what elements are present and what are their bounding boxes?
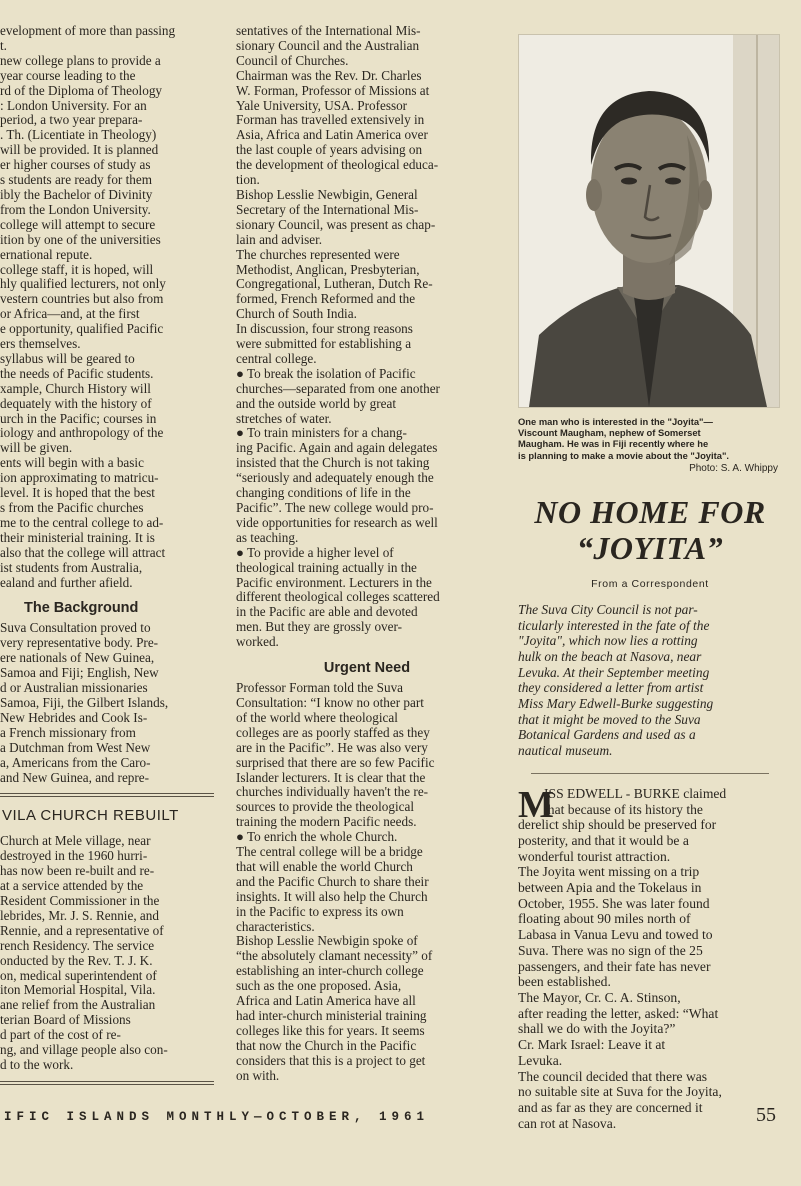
text-line: New Hebrides and Cook Is- <box>0 709 148 725</box>
text-line: the development of theological educa- <box>236 157 439 173</box>
text-line: Suva Consultation proved to <box>0 620 151 636</box>
text-line: Forman has travelled extensively in <box>236 112 425 128</box>
text-line: colleges like this for years. It seems <box>236 1022 425 1038</box>
text-line: are in the Pacific”. He was also very <box>236 739 428 755</box>
text-line: on, medical superintendent of <box>0 967 157 983</box>
text-line: evelopment of more than passing <box>0 23 176 38</box>
text-line: year course leading to the <box>0 67 136 83</box>
headline-line-2: “JOYITA” <box>576 529 724 566</box>
text-line: will be given. <box>0 440 73 456</box>
text-line: dequately with the history of <box>0 395 152 411</box>
column-left <box>0 24 214 1102</box>
body-line: that because of its history the <box>544 801 703 817</box>
text-line: Consultation: “I know no other part <box>236 694 424 710</box>
text-line: sources to provide the theological <box>236 799 414 815</box>
text-line: churches—separated from one another <box>236 380 440 396</box>
text-line: such as the one proposed. Asia, <box>236 978 402 994</box>
body-line: The Joyita went missing on a trip <box>518 864 700 880</box>
body-line: and as far as they are concerned it <box>518 1099 703 1115</box>
text-line: level. It is hoped that the best <box>0 485 155 501</box>
text-line: theological training actually in the <box>236 559 417 575</box>
text-line: syllabus will be geared to <box>0 350 135 366</box>
background-heading: The Background <box>24 600 139 617</box>
lede-line: nautical museum. <box>518 743 613 759</box>
text-line: establishing an inter-church college <box>236 963 424 979</box>
text-line: . Th. (Licentiate in Theology) <box>0 127 157 143</box>
text-line: sionary Council and the Australian <box>236 37 420 53</box>
lede-line: "Joyita", which now lies a rotting <box>518 633 698 649</box>
body-line: Levuka. <box>518 1052 563 1068</box>
text-line: Church at Mele village, near <box>0 833 151 849</box>
text-line: ist students from Australia, <box>0 559 143 575</box>
body-line: October, 1955. She was later found <box>518 895 710 911</box>
lede-line: hulk on the beach at Nasova, near <box>518 648 702 664</box>
col2-intro <box>236 24 498 650</box>
text-line: Rennie, and a representative of <box>0 922 164 938</box>
text-line: Church of South India. <box>236 306 357 322</box>
text-line: that will enable the world Church <box>236 858 413 874</box>
text-line: Council of Churches. <box>236 52 349 68</box>
text-line: iology and anthropology of the <box>0 425 164 441</box>
text-line: at a service attended by the <box>0 878 144 894</box>
body-line: Suva. There was no sign of the 25 <box>518 942 703 958</box>
text-line: urch in the Pacific; courses in <box>0 410 157 426</box>
vila-heading: VILA CHURCH REBUILT <box>2 807 179 825</box>
text-line: will be provided. It is planned <box>0 142 159 158</box>
text-line: ere nationals of New Guinea, <box>0 650 155 666</box>
text-line: insights. It will also help the Church <box>236 888 428 904</box>
text-line: college will attempt to secure <box>0 216 156 232</box>
photo-credit: Photo: S. A. Whippy <box>689 462 778 474</box>
body-line: ISS EDWELL - BURKE claimed <box>544 785 727 801</box>
body-line: Labasa in Vanua Levu and towed to <box>518 927 713 943</box>
urgent-need-heading: Urgent Need <box>323 660 411 677</box>
text-line: and New Guinea, and repre- <box>0 769 150 785</box>
text-line: period, a two year prepara- <box>0 112 143 128</box>
col1-intro <box>0 24 214 590</box>
col1-background <box>0 621 214 785</box>
text-line: e opportunity, qualified Pacific <box>0 321 164 337</box>
text-line: that now the Church in the Pacific <box>236 1037 417 1053</box>
text-line: worked. <box>236 634 279 650</box>
col2-urgent <box>236 681 498 1083</box>
text-line: ane relief from the Australian <box>0 997 156 1013</box>
col1-vila <box>0 834 214 1073</box>
lede-line: The Suva City Council is not par- <box>518 601 698 617</box>
text-line: training the modern Pacific needs. <box>236 814 417 830</box>
text-line: changing conditions of life in the <box>236 485 411 501</box>
text-line: the last couple of years advising on <box>236 142 423 158</box>
lede-line: that it might be moved to the Suva <box>518 711 701 727</box>
text-line: onducted by the Rev. T. J. K. <box>0 952 153 968</box>
text-line: ibly the Bachelor of Divinity <box>0 186 153 202</box>
text-line: churches individually haven't the re- <box>236 784 429 800</box>
text-line: college staff, it is hoped, will <box>0 261 154 277</box>
text-line: new college plans to provide a <box>0 52 161 68</box>
column-right <box>518 24 782 1131</box>
text-line: colleges are as poorly staffed as they <box>236 724 430 740</box>
text-line: also that the college will attract <box>0 544 166 560</box>
text-line: vestern countries but also from <box>0 291 164 307</box>
body-line: no suitable site at Suva for the Joyita, <box>518 1084 722 1100</box>
text-line: destroyed in the 1960 hurri- <box>0 848 148 864</box>
text-line: Samoa, Fiji, the Gilbert Islands, <box>0 694 169 710</box>
body-line: The Mayor, Cr. C. A. Stinson, <box>518 989 681 1005</box>
body-line: posterity, and that it would be a <box>518 832 689 848</box>
text-line: ● To enrich the whole Church. <box>236 829 398 845</box>
text-line: Africa and Latin America have all <box>236 993 416 1009</box>
article-body-text <box>518 783 782 1131</box>
text-line: The central college will be a bridge <box>236 844 423 860</box>
text-line: Secretary of the International Mis- <box>236 201 419 217</box>
text-line: a French missionary from <box>0 724 136 740</box>
column-middle <box>236 24 498 1102</box>
article-body <box>518 783 782 1131</box>
text-line: : London University. For an <box>0 97 147 113</box>
text-line: t. <box>0 37 7 53</box>
text-line: Bishop Lesslie Newbigin spoke of <box>236 933 418 949</box>
text-line: In discussion, four strong reasons <box>236 321 413 337</box>
text-line: rd of the Diploma of Theology <box>0 82 163 98</box>
text-line: Methodist, Anglican, Presbyterian, <box>236 261 420 277</box>
text-line: d part of the cost of re- <box>0 1027 121 1043</box>
section-divider-bottom <box>0 1081 214 1085</box>
text-line: me to the central college to ad- <box>0 514 164 530</box>
text-line: ● To provide a higher level of <box>236 544 394 560</box>
article-lede <box>518 602 782 759</box>
text-line: vide opportunities for research as well <box>236 514 438 530</box>
text-line: considers that this is a project to get <box>236 1052 426 1068</box>
text-line: the needs of Pacific students. <box>0 365 154 381</box>
body-line: shall we do with the Joyita?” <box>518 1021 676 1037</box>
caption-line: Maugham. He was in Fiji recently where he <box>518 438 709 450</box>
body-line: after reading the letter, asked: “What <box>518 1005 719 1021</box>
text-line: and the outside world by great <box>236 395 397 411</box>
body-line: derelict ship should be preserved for <box>518 817 717 833</box>
text-line: s students are ready for them <box>0 172 152 188</box>
text-line: iton Memorial Hospital, Vila. <box>0 982 156 998</box>
text-line: rench Residency. The service <box>0 937 155 953</box>
lede-line: they considered a letter from artist <box>518 680 704 696</box>
text-line: ng, and village people also con- <box>0 1042 168 1058</box>
page-footer-masthead: IFIC ISLANDS MONTHLY—OCTOBER, 1961 <box>4 1110 430 1124</box>
body-line: been established. <box>518 974 611 990</box>
photo-caption <box>518 416 782 461</box>
body-line: The council decided that there was <box>518 1068 708 1084</box>
text-line: Asia, Africa and Latin America over <box>236 127 428 143</box>
text-line: “seriously and adequately enough the <box>236 470 434 486</box>
text-line: very representative body. Pre- <box>0 635 159 651</box>
text-line: ers themselves. <box>0 336 81 352</box>
text-line: s from the Pacific churches <box>0 500 144 515</box>
text-line: from the London University. <box>0 201 151 217</box>
body-line: wonderful tourist attraction. <box>518 848 671 864</box>
text-line: terian Board of Missions <box>0 1012 131 1028</box>
text-line: of the world where theological <box>236 709 398 725</box>
body-line: can rot at Nasova. <box>518 1115 617 1131</box>
text-line: insisted that the Church is not taking <box>236 455 430 471</box>
lede-line: Miss Mary Edwell-Burke suggesting <box>518 696 714 712</box>
page-number: 55 <box>756 1104 776 1126</box>
text-line: Pacific”. The new college would pro- <box>236 500 434 515</box>
text-line: characteristics. <box>236 918 315 934</box>
text-line: lebrides, Mr. J. S. Rennie, and <box>0 907 159 923</box>
text-line: The churches represented were <box>236 246 400 262</box>
section-divider <box>0 793 214 797</box>
caption-line: is planning to make a movie about the "Joyita". <box>518 449 730 461</box>
text-line: Yale University, USA. Professor <box>236 97 408 113</box>
lede-line: ticularly interested in the fate of the <box>518 617 710 633</box>
lede-line: Levuka. At their September meeting <box>518 664 710 680</box>
text-line: or Africa—and, at the first <box>0 306 140 322</box>
body-line: floating about 90 miles north of <box>518 911 691 927</box>
text-line: Bishop Lesslie Newbigin, General <box>236 186 418 202</box>
text-line: stretches of water. <box>236 410 332 426</box>
text-line: as teaching. <box>236 529 299 545</box>
text-line: on with. <box>236 1067 280 1083</box>
text-line: men. But they are grossly over- <box>236 619 403 635</box>
text-line: xample, Church History will <box>0 380 151 396</box>
text-line: ealand and further afield. <box>0 574 133 590</box>
lede-line: Botanical Gardens and used as a <box>518 727 696 743</box>
body-line: between Apia and the Tokelaus in <box>518 880 702 896</box>
body-line: Cr. Mark Israel: Leave it at <box>518 1037 666 1053</box>
article-headline <box>518 494 782 566</box>
lede-divider <box>531 773 769 774</box>
text-line: sentatives of the International Mis- <box>236 23 421 38</box>
text-line: had inter-church ministerial training <box>236 1008 427 1023</box>
text-line: a, Americans from the Caro- <box>0 754 151 770</box>
text-line: were submitted for establishing a <box>236 336 412 352</box>
drop-cap: M <box>518 783 554 826</box>
text-line: ● To train ministers for a chang- <box>236 425 407 441</box>
caption-line: Viscount Maugham, nephew of Somerset <box>518 427 701 439</box>
text-line: Resident Commissioner in the <box>0 893 160 909</box>
text-line: d or Australian missionaries <box>0 680 148 696</box>
text-line: Samoa and Fiji; English, New <box>0 665 159 681</box>
text-line: Professor Forman told the Suva <box>236 680 404 696</box>
text-line: and the Pacific Church to share their <box>236 873 429 889</box>
text-line: surprised that there are so few Pacific <box>236 754 435 770</box>
text-line: formed, French Reformed and the <box>236 291 416 307</box>
text-line: Chairman was the Rev. Dr. Charles <box>236 67 422 83</box>
portrait-image <box>519 35 779 407</box>
text-line: Pacific environment. Lecturers in the <box>236 574 432 590</box>
caption-line: One man who is interested in the "Joyita"— <box>518 416 713 427</box>
text-line: ● To break the isolation of Pacific <box>236 365 416 381</box>
text-line: a Dutchman from West New <box>0 739 151 755</box>
text-line: tion. <box>236 172 260 188</box>
text-line: their ministerial training. It is <box>0 529 155 545</box>
text-line: ition by one of the universities <box>0 231 161 247</box>
text-line: er higher courses of study as <box>0 157 151 173</box>
text-line: has now been re-built and re- <box>0 863 155 879</box>
text-line: ing Pacific. Again and again delegates <box>236 440 438 456</box>
text-line: W. Forman, Professor of Missions at <box>236 82 430 98</box>
text-line: ion approximating to matricu- <box>0 470 159 486</box>
text-line: sionary Council, was present as chap- <box>236 216 436 232</box>
body-line: passengers, and their fate has never <box>518 958 711 974</box>
text-line: hly qualified lecturers, not only <box>0 276 166 292</box>
text-line: “the absolutely clamant necessity” of <box>236 948 433 964</box>
text-line: different theological colleges scattered <box>236 589 440 605</box>
text-line: Islander lecturers. It is clear that the <box>236 769 426 785</box>
byline: From a Correspondent <box>591 577 709 590</box>
portrait-photo <box>518 34 780 408</box>
text-line: central college. <box>236 350 317 366</box>
headline-line-1: NO HOME FOR <box>534 493 766 530</box>
text-line: in the Pacific to express its own <box>236 903 404 919</box>
text-line: in the Pacific are able and devoted <box>236 604 418 620</box>
text-line: ents will begin with a basic <box>0 455 144 471</box>
text-line: d to the work. <box>0 1057 74 1072</box>
text-line: lain and adviser. <box>236 231 323 247</box>
text-line: ernational repute. <box>0 246 93 262</box>
text-line: Congregational, Lutheran, Dutch Re- <box>236 276 433 292</box>
